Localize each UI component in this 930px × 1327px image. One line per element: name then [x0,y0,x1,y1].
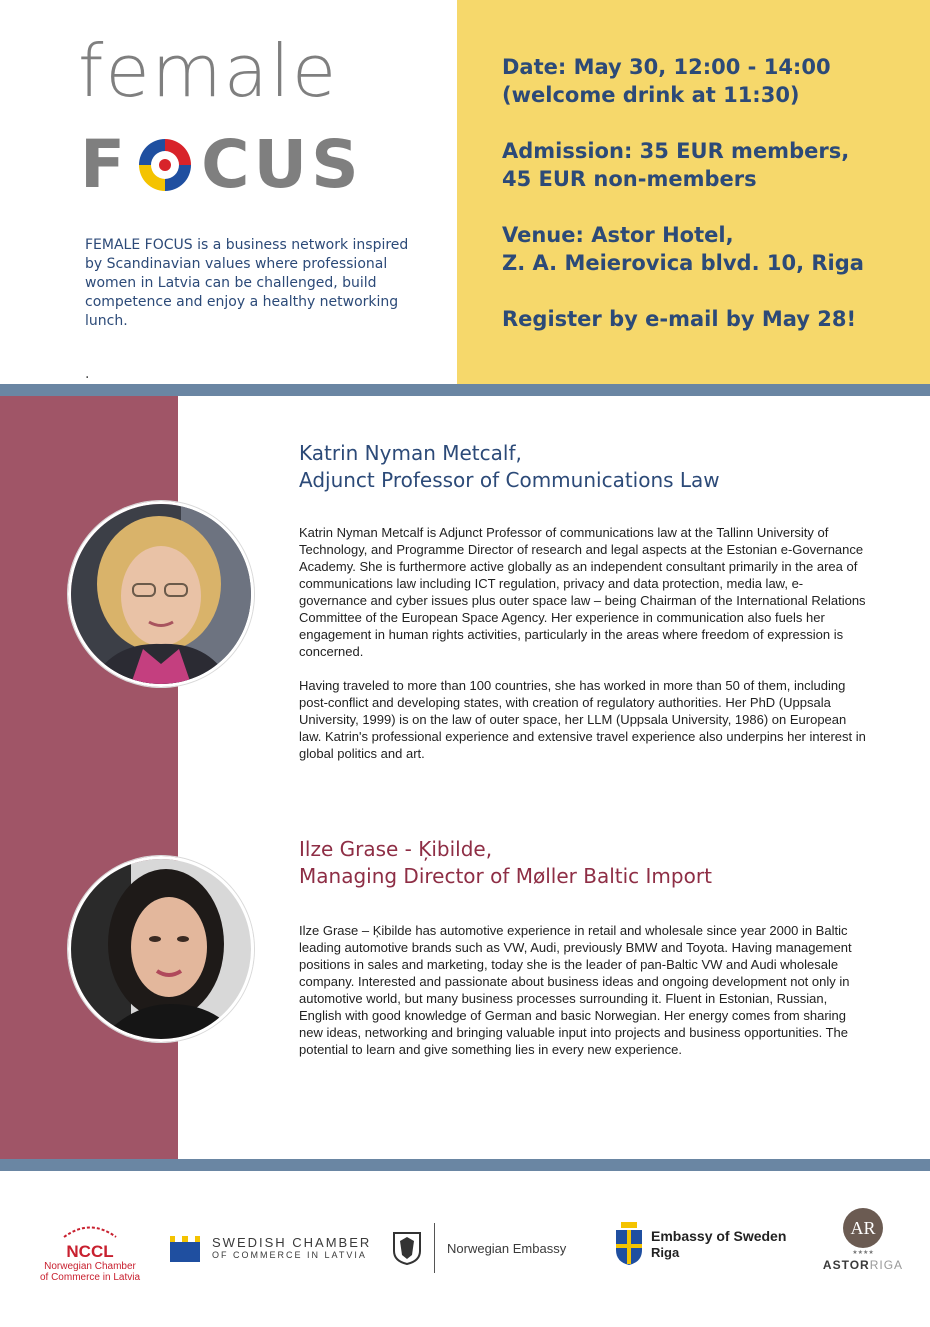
focus-ring-icon [135,135,195,195]
swedish-chamber-line1: SWEDISH CHAMBER [212,1235,372,1250]
divider-band-top [0,384,930,396]
sweden-embassy-line2: Riga [651,1244,680,1260]
nccl-name-line2: of Commerce in Latvia [39,1272,141,1283]
nccl-name-line1: Norwegian Chamber [44,1261,136,1272]
norwegian-embassy-name: Norwegian Embassy [447,1240,567,1256]
logo-focus-f: F [80,126,130,203]
speaker-photo-katrin [68,501,254,687]
sweden-crest-icon [615,1222,643,1266]
astor-name: ASTORRIGA [822,1258,904,1272]
nccl-abbr: NCCL [66,1242,114,1261]
speaker-bio-katrin: Katrin Nyman Metcalf is Adjunct Professor of communications law at the Tallinn University of Technology, and Programme Director of research and legal aspects at the Estonian e-Governance Academy. She is furthermore active globally as an independent consultant primarily in the area of communications law including ICT regulation, privacy and data protection, media law, e-governance and cyber issues plus outer space law – being Chairman of the International Relations Committee of the European Space Agency. Her experience in communication also fuels her engagement in human rights activities, particularly in the areas where freedom of expression is concerned. Having traveled to more than 100 countries, she has worked in more than 50 of them, including post-conflict and developing states, with creation of regulatory authorities. Her PhD (Uppsala University, 1999) is on the law of outer space, her LLM (Uppsala University, 1986) on European law. Katrin's professional experience and extensive travel experience also underpins her interest in global politics and art. [299,525,866,761]
logo-female-text: female [78,29,339,113]
logo-focus-rest: CUS [201,126,363,203]
sponsor-embassy-of-sweden-logo [615,1222,786,1266]
event-details [502,53,912,361]
event-admission: Admission: 35 EUR members, 45 EUR non-members [502,139,850,191]
portrait-woman-dark-hair-icon [71,859,251,1039]
sponsor-swedish-chamber-logo [168,1232,371,1264]
astor-stars-icon: ★★★★ [852,1250,874,1256]
intro-dot: . [85,366,90,382]
speaker-name-ilze: Ilze Grase - Ķibilde, Managing Director of Møller Baltic Import [299,837,712,888]
speaker-photo-ilze [68,856,254,1042]
intro-text: FEMALE FOCUS is a business network inspired by Scandinavian values where professional women in Latvia can be challenged, build competence and enjoy a healthy networking lunch. [85,237,409,329]
swedish-chamber-crown-icon [168,1232,202,1264]
speaker-bio-ilze: Ilze Grase – Ķibilde has automotive experience in retail and wholesale since year 2000 in Baltic leading automotive brands such as VW, Audi, previously BMW and Toyota. Having management positions in sales and marketing, today she is the leader of pan-Baltic VW and Audi wholesale company. Interested and passionate about business ideas and ongoing development not only in automotive world, but many business processes surrounding it. Fluent in Estonian, Russian, English with good knowledge of German and basic Norwegian. Her energy comes from sharing new ideas, networking and bringing valuable input into projects and business opportunities. The potential to learn and give something lies in every new experience. [299,923,852,1057]
logo-focus-text [80,126,363,203]
portrait-woman-glasses-icon [71,504,251,684]
event-register: Register by e-mail by May 28! [502,307,857,331]
astor-monogram-icon: AR [843,1208,883,1248]
speaker-name-katrin: Katrin Nyman Metcalf, Adjunct Professor of Communications Law [299,441,720,492]
sweden-embassy-line1: Embassy of Sweden [651,1227,787,1244]
divider-band-bottom [0,1159,930,1171]
sponsor-norwegian-embassy-logo [392,1222,566,1274]
nccl-arc-icon [60,1224,120,1238]
sponsor-astor-riga-logo [818,1208,908,1272]
sponsor-nccl-logo [30,1224,150,1283]
event-date: Date: May 30, 12:00 - 14:00 (welcome drink at 11:30) [502,55,831,107]
event-venue: Venue: Astor Hotel, Z. A. Meierovica blvd. 10, Riga [502,223,864,275]
swedish-chamber-line2: OF COMMERCE IN LATVIA [212,1250,367,1260]
norway-lion-crest-icon [392,1231,422,1265]
